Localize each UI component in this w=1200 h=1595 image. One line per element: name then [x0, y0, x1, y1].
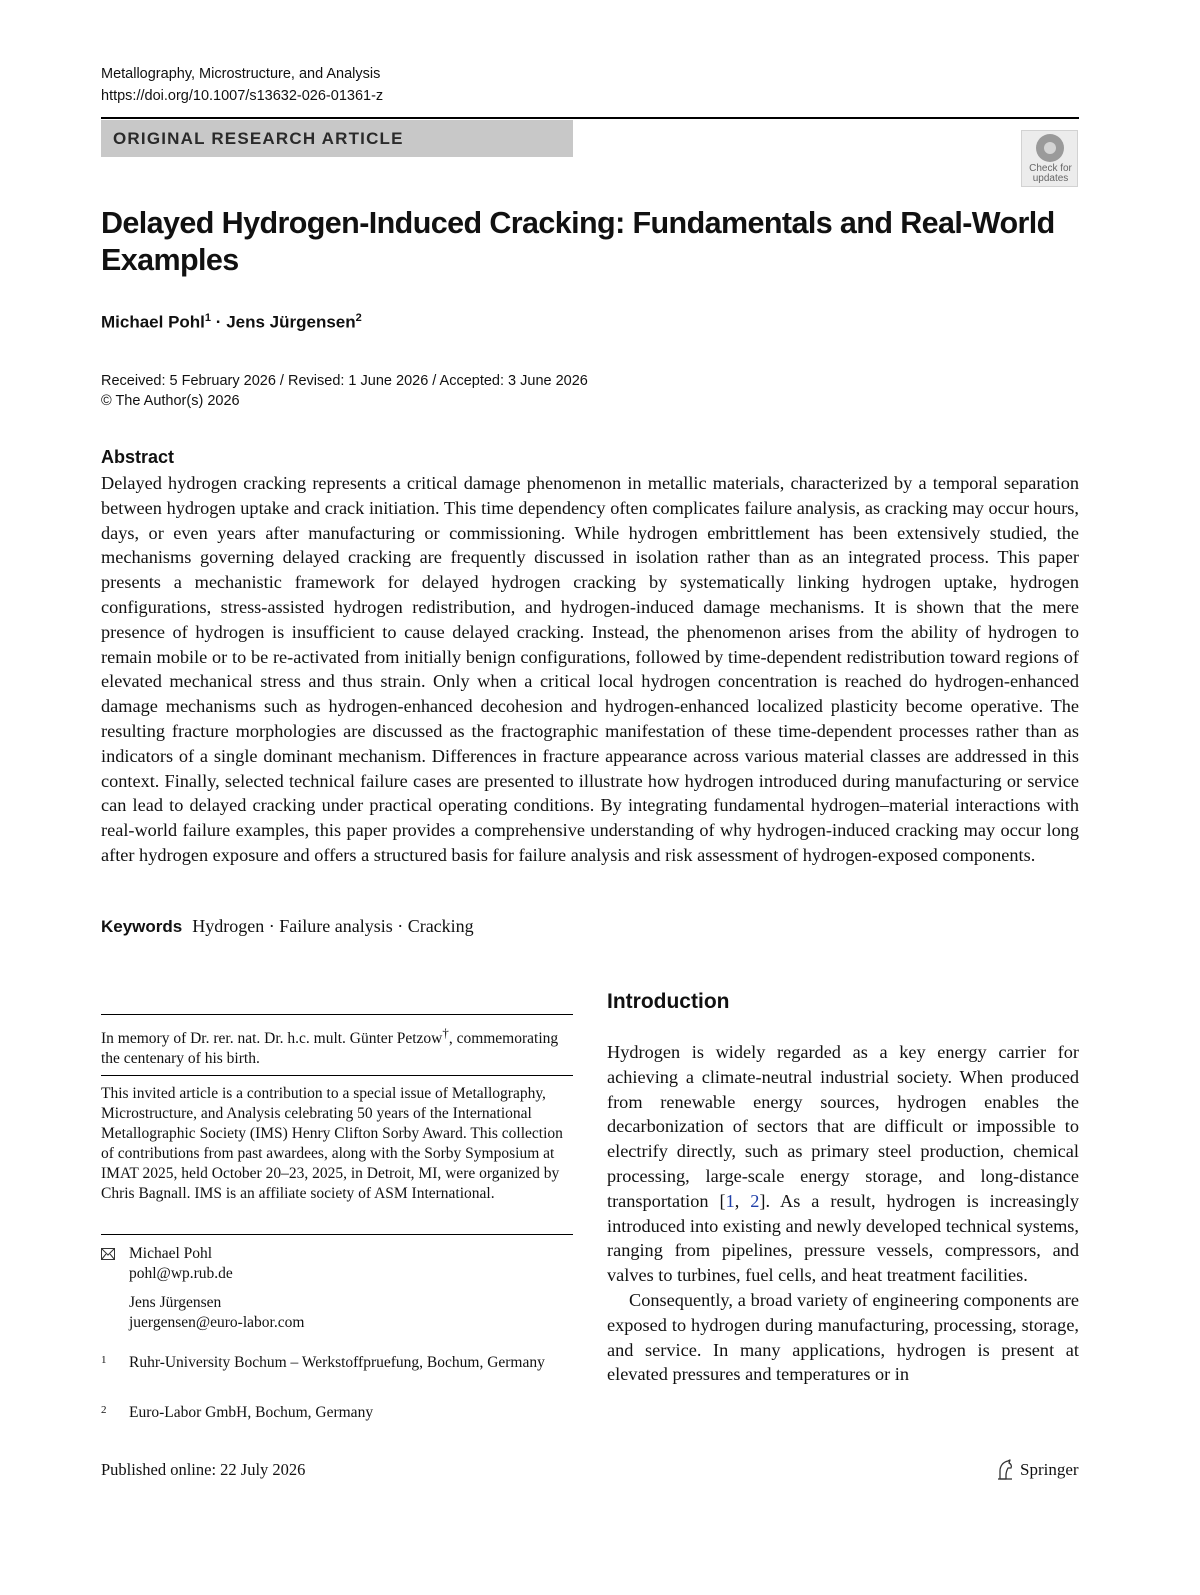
header-rule: [101, 117, 1079, 119]
check-updates-line1: Check for: [1029, 163, 1072, 174]
memorial-note: [101, 1023, 573, 1069]
affiliation-number: 1: [101, 1354, 107, 1366]
affiliation-text: Euro-Labor GmbH, Bochum, Germany: [129, 1404, 374, 1421]
keywords: [101, 916, 474, 937]
contact-email[interactable]: pohl@wp.rub.de: [129, 1265, 233, 1282]
publisher-name: Springer: [1020, 1460, 1079, 1479]
contact-email[interactable]: juergensen@euro-labor.com: [129, 1314, 305, 1331]
author-separator: ·: [215, 312, 222, 332]
copyright: © The Author(s) 2026: [101, 393, 240, 409]
envelope-icon: [101, 1247, 115, 1261]
article-type-banner: [101, 120, 573, 157]
footnote-rule: [101, 1234, 573, 1235]
article-dates: [101, 371, 588, 411]
paragraph: Consequently, a broad variety of engineering components are exposed to hydrogen during manufacturing, processing, storage, and service. In many applications, hydrogen is present at elevated pressures and temperatures or in: [607, 1289, 1079, 1385]
special-issue-note: This invited article is a contribution to a special issue of Metallography, Microstructure, and Analysis celebrating 50 years of the International Metallographic Society (IMS) Henry Clifton Sorby Award. This collection of contributions from past awardees, along with the Sorby Symposium at IMAT 2025, held October 20–23, 2025, in Detroit, MI, were organized by Chris Bagnall. IMS is an affiliate society of ASM International.: [101, 1085, 563, 1202]
affiliation-number: 2: [101, 1404, 107, 1416]
journal-header: [101, 63, 383, 107]
paragraph: [607, 1040, 1079, 1288]
published-date: Published online: 22 July 2026: [101, 1460, 306, 1479]
keywords-label: Keywords: [101, 917, 183, 936]
page-title: Delayed Hydrogen-Induced Cracking: Fundamentals and Real-World Examples: [101, 206, 1055, 277]
doi-link[interactable]: https://doi.org/10.1007/s13632-026-01361-z: [101, 88, 384, 104]
springer-horse-icon: [995, 1459, 1015, 1481]
check-updates-line2: updates: [1032, 173, 1069, 184]
abstract-heading: Abstract: [101, 447, 175, 467]
journal-name: Metallography, Microstructure, and Analysis: [101, 66, 381, 82]
paragraph-text: Hydrogen is widely regarded as a key energy carrier for achieving a climate-neutral industrial society. When produced from renewable energy sources, hydrogen enables the decarbonization of sectors that are difficult or impossible to electrify directly, such as primary steel production, chemical processing, large-scale energy storage, and long-distance transportation [: [607, 1042, 1079, 1211]
citation-link[interactable]: 1: [725, 1190, 735, 1211]
citation-link[interactable]: 2: [750, 1190, 760, 1211]
crossmark-icon: [1036, 134, 1064, 162]
footnote-rule: [101, 1075, 573, 1076]
dagger-mark: †: [442, 1025, 449, 1040]
introduction-body: [607, 1040, 1079, 1387]
affiliation-text: Ruhr-University Bochum – Werkstoffpruefung, Bochum, Germany: [129, 1354, 545, 1371]
author-affiliation-mark: 2: [355, 312, 362, 324]
footnote-rule: [101, 1014, 573, 1015]
author-affiliation-mark: 1: [204, 312, 212, 324]
author-name[interactable]: Jens Jürgensen: [226, 312, 356, 332]
keywords-list: Hydrogen · Failure analysis · Cracking: [192, 916, 474, 936]
citation-separator: ,: [734, 1190, 751, 1211]
paragraph-text: ]. As a result, hydrogen is increasingly introduced into existing and newly developed technical systems, ranging from pipelines, pressure vessels, compressors, and valves to turbines, fuel cells, and heat treatment facilities.: [607, 1190, 1079, 1286]
memorial-text-end: , commemorating the centenary of his birth.: [101, 1030, 559, 1068]
abstract-text: Delayed hydrogen cracking represents a critical damage phenomenon in metallic materials, characterized by a temporal separation between hydrogen uptake and crack initiation. This time dependency often complicates failure analysis, as cracking may occur hours, days, or even years after manufacturing or commissioning. While hydrogen embrittlement has been extensively studied, the mechanisms governing delayed cracking are frequently discussed in isolation rather than as an integrated process. This paper presents a mechanistic framework for delayed hydrogen cracking by systematically linking hydrogen uptake, hydrogen configurations, stress-assisted hydrogen redistribution, and hydrogen-induced damage mechanisms. It is shown that the mere presence of hydrogen is insufficient to cause delayed cracking. Instead, the phenomenon arises from the ability of hydrogen to remain mobile or to be re-activated from initially benign configurations, followed by time-dependent redistribution toward regions of elevated mechanical stress and thus strain. Only when a critical local hydrogen concentration is reached do hydrogen-enhanced damage mechanisms such as hydrogen-enhanced decohesion and hydrogen-enhanced localized plasticity become operative. The resulting fracture morphologies are discussed as the fractographic manifestation of these time-dependent processes rather than as indicators of a single dominant mechanism. Differences in fracture appearance across various material classes are addressed in this context. Finally, selected technical failure cases are presented to illustrate how hydrogen introduced during manufacturing or service can lead to delayed cracking under practical operating conditions. By integrating fundamental hydrogen–material interactions with real-world failure examples, this paper provides a comprehensive understanding of why hydrogen-induced cracking may occur long after hydrogen exposure and offers a structured basis for failure analysis and risk assessment of hydrogen-exposed components.: [101, 473, 1079, 865]
author-name[interactable]: Michael Pohl: [101, 312, 205, 332]
contact-name: Jens Jürgensen: [129, 1294, 222, 1311]
memorial-text: In memory of Dr. rer. nat. Dr. h.c. mult. Günter Petzow: [101, 1030, 443, 1048]
author-list: [101, 312, 362, 333]
contact-name: Michael Pohl: [129, 1245, 213, 1262]
section-heading: Introduction: [607, 990, 730, 1013]
article-type-label: ORIGINAL RESEARCH ARTICLE: [113, 129, 404, 148]
check-for-updates-button[interactable]: [1021, 130, 1078, 187]
history-dates: Received: 5 February 2026 / Revised: 1 June 2026 / Accepted: 3 June 2026: [101, 373, 588, 389]
